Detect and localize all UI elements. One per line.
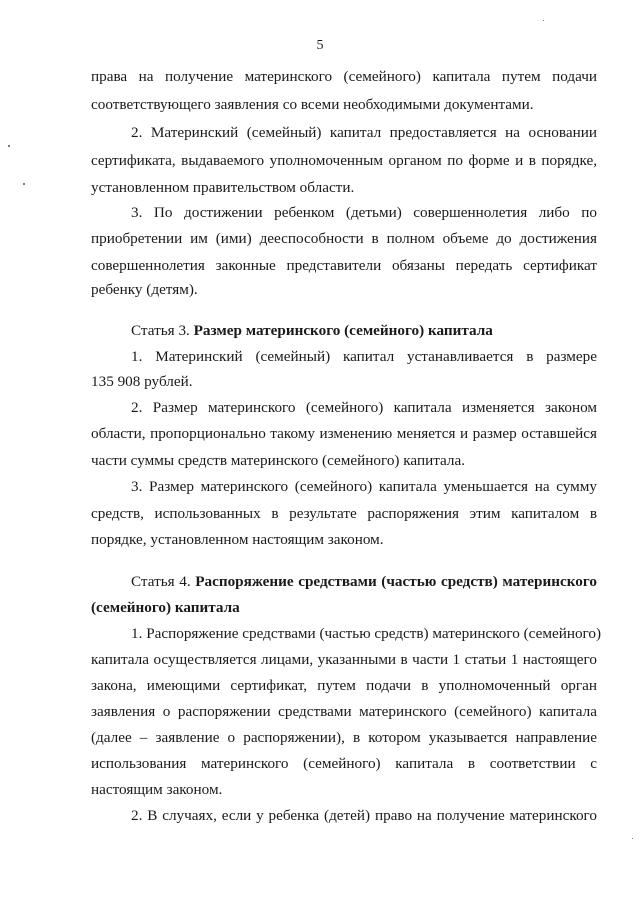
article-4-title-line-2: (семейного) капитала [91,599,240,616]
article-4-title-line-1: Распоряжение средствами (частью средств) материнского [195,573,597,590]
article-3-title: Размер материнского (семейного) капитала [193,322,493,339]
text-line: части суммы средств материнского (семейного) капитала. [91,452,466,469]
text-line: закона, имеющими сертификат, путем подачи в уполномоченный орган [91,677,597,694]
text-line: установленном правительством области. [91,179,355,196]
article-4-prefix: Статья 4. [131,573,196,590]
text-line: порядке, установленном настоящим законом. [91,531,384,548]
text-line: 1. Распоряжение средствами (частью средств) материнского (семейного) [131,625,602,642]
text-line: 135 908 рублей. [91,373,193,390]
text-line: 2. В случаях, если у ребенка (детей) право на получение материнского [131,807,597,824]
article-3-prefix: Статья 3. [131,322,194,339]
text-line: сертификата, выдаваемого уполномоченным органом по форме и в порядке, [91,152,597,169]
page-number: 5 [316,38,324,53]
text-line: права на получение материнского (семейного) капитала путем подачи [91,68,597,85]
text-line: (далее – заявление о распоряжении), в котором указывается направление [91,729,597,746]
text-line: 2. Материнский (семейный) капитал предоставляется на основании [131,124,597,141]
text-line: средств, использованных в результате распоряжения этим капиталом в [91,505,597,522]
text-line: использования материнского (семейного) капитала в соответствии с [91,755,597,772]
text-line: 3. Размер материнского (семейного) капитала уменьшается на сумму [131,478,597,495]
text-line: 2. Размер материнского (семейного) капитала изменяется законом [131,399,597,416]
text-line: 1. Материнский (семейный) капитал устанавливается в размере [131,348,597,365]
scan-dot [23,183,25,185]
text-line: ребенку (детям). [91,281,198,298]
text-line: соответствующего заявления со всеми необходимыми документами. [91,96,534,113]
scan-dot [8,145,10,147]
text-line: настоящим законом. [91,781,223,798]
scan-dot [632,838,633,839]
text-line: области, пропорционально такому изменению меняется и размер оставшейся [91,425,597,442]
text-line: капитала осуществляется лицами, указанными в части 1 статьи 1 настоящего [91,651,597,668]
article-4-heading [131,573,597,591]
text-line: совершеннолетия законные представители обязаны передать сертификат [91,257,597,274]
article-3-heading [131,322,597,340]
text-line: 3. По достижении ребенком (детьми) совершеннолетия либо по [131,204,597,221]
scan-dot [543,20,544,21]
text-line: приобретении им (ими) дееспособности в полном объеме до достижения [91,230,597,247]
text-line: заявления о распоряжении средствами материнского (семейного) капитала [91,703,597,720]
